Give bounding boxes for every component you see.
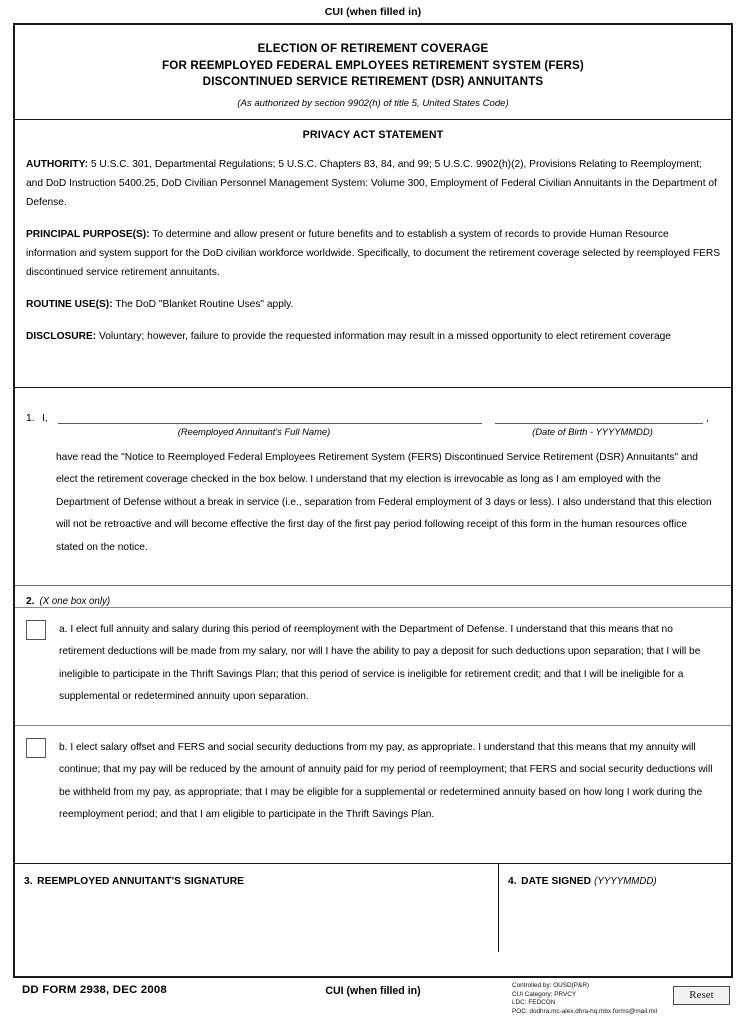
privacy-routine-text: The DoD "Blanket Routine Uses" apply.	[112, 298, 294, 310]
privacy-purpose-text: To determine and allow present or future benefits and to establish a system of records to provide Human Resource information and system support for the DoD civilian workforce worldwide. Specifically, to document the retirement coverage selected by reemployed FERS discontinued service retirement annuitants.	[26, 228, 721, 278]
section-4-format-hint: (YYYYMMDD)	[594, 875, 657, 887]
date-of-birth-caption: (Date of Birth - YYYYMMDD)	[532, 425, 653, 437]
privacy-routine-label: ROUTINE USE(S):	[26, 298, 113, 310]
section-4-label: DATE SIGNED	[521, 875, 592, 887]
privacy-authority-label: AUTHORITY:	[26, 158, 89, 170]
section-4-date-field[interactable]	[499, 864, 731, 952]
privacy-authority-paragraph	[26, 155, 720, 212]
controlled-by-line: Controlled by: OUSD(P&R)	[512, 982, 590, 989]
privacy-disclosure-paragraph	[26, 327, 720, 346]
section-1-i-label: I,	[42, 412, 48, 424]
checkbox-option-b[interactable]	[26, 738, 46, 758]
privacy-authority-text: 5 U.S.C. 301, Departmental Regulations; 5 U.S.C. Chapters 83, 84, and 99; 5 U.S.C. 9902(h)(2), Provisions Relating to Reemployment; and DoD Instruction 5400.25, DoD Civilian Personnel Management System: Volume 300, Employment of Federal Civilian Annuitants in the Department of Defense.	[26, 158, 717, 208]
section-1-trailing-comma: ,	[706, 412, 709, 424]
form-frame	[13, 23, 733, 978]
form-title-block	[15, 25, 731, 120]
page-title-line-2: FOR REEMPLOYED FEDERAL EMPLOYEES RETIREMENT SYSTEM (FERS)	[162, 58, 584, 72]
date-of-birth-input[interactable]	[495, 409, 703, 424]
section-3-signature-field[interactable]	[15, 864, 499, 952]
cui-banner-bottom: CUI (when filled in)	[325, 985, 421, 997]
ldc-line: LDC: FEDCON	[512, 999, 556, 1007]
cui-control-metadata	[512, 982, 657, 1016]
privacy-routine-paragraph	[26, 295, 720, 314]
section-3-label: REEMPLOYED ANNUITANT'S SIGNATURE	[37, 875, 245, 887]
privacy-purpose-label: PRINCIPAL PURPOSE(S):	[26, 228, 150, 240]
privacy-act-heading: PRIVACY ACT STATEMENT	[302, 128, 444, 141]
privacy-disclosure-text: Voluntary; however, failure to provide the requested information may result in a missed opportunity to elect retirement coverage	[96, 330, 671, 342]
reset-button[interactable]: Reset	[673, 986, 730, 1005]
annuitant-name-input[interactable]	[58, 409, 482, 424]
section-1-body-text: have read the "Notice to Reemployed Federal Employees Retirement System (FERS) Discontinued Service Retirement (DSR) Annuitants" and elect the retirement coverage checked in the box below. I understand that my election is irrevocable as long as I am employed with the Department of Defense without a break in service (i.e., separation from Federal employment of 3 days or less). I also understand that this election will not be retroactive and will become effective the first day of the first pay period following receipt of this form in the human resources office stated on the notice.	[56, 451, 712, 553]
checkbox-option-a[interactable]	[26, 620, 46, 640]
page-title-line-1: ELECTION OF RETIREMENT COVERAGE	[257, 42, 489, 55]
page-title-line-3: DISCONTINUED SERVICE RETIREMENT (DSR) ANNUITANTS	[202, 75, 544, 88]
poc-line: POC: dodhra.mc-alex.dhra-hq.mbx.forms@mail.mil	[512, 1007, 657, 1015]
section-3-number: 3.	[24, 875, 33, 887]
signature-row	[15, 864, 731, 952]
annuitant-name-caption: (Reemployed Annuitant's Full Name)	[177, 425, 331, 437]
section-2-hint: (X one box only)	[39, 595, 111, 607]
section-2-header	[15, 586, 731, 608]
section-2-number: 2.	[26, 595, 35, 607]
section-1-captions	[26, 426, 720, 437]
section-1-number: 1.	[26, 412, 35, 424]
section-4-number: 4.	[508, 875, 517, 887]
election-option-a[interactable]	[15, 608, 731, 726]
election-option-b-text: b. I elect salary offset and FERS and social security deductions from my pay, as appropriate. I understand that this means that my annuity will continue; that my pay will be reduced by the amount of annuity paid for my period of reemployment; that FERS and social security deductions will be withheld from my pay, as appropriate; that I may be eligible for a supplemental or redetermined annuity based on how long I work during the reemployment period; and that I am eligible to participate in the Thrift Savings Plan.	[59, 741, 713, 820]
privacy-act-statement	[15, 120, 731, 388]
election-option-b[interactable]	[15, 726, 731, 864]
election-option-a-text: a. I elect full annuity and salary during this period of reemployment with the Department of Defense. I understand that this means that no retirement deductions will be made from my salary, nor will I have the ability to pay a deposit for such deductions upon separation; that I will be ineligible to participate in the Thrift Savings Plan; that this period of service is ineligible for retirement credit; and that I will be ineligible for a supplemental or redetermined annuity upon separation.	[59, 623, 701, 702]
cui-category-line: CUI Category: PRVCY	[512, 990, 577, 998]
page-footer	[0, 982, 746, 1024]
authorization-note: (As authorized by section 9902(h) of title 5, United States Code)	[237, 97, 509, 109]
form-identifier: DD FORM 2938, DEC 2008	[22, 984, 167, 996]
section-1	[15, 388, 731, 586]
privacy-disclosure-label: DISCLOSURE:	[26, 330, 97, 342]
privacy-purpose-paragraph	[26, 225, 720, 282]
cui-banner-top: CUI (when filled in)	[324, 6, 422, 18]
section-1-name-row	[26, 406, 720, 424]
